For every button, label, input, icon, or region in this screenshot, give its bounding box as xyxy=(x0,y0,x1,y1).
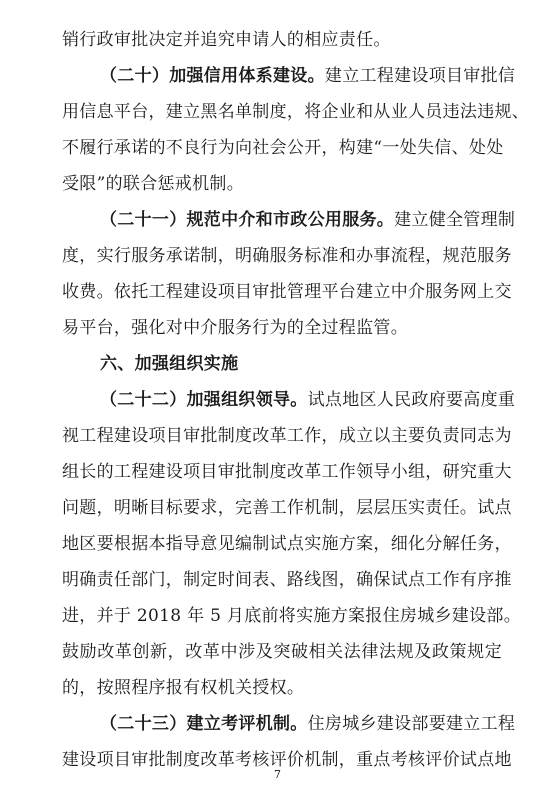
paragraph-line: 受限”的联合惩戒机制。 xyxy=(62,174,244,194)
paragraph-line: 不履行承诺的不良行为向社会公开，构建“一处失信、处处 xyxy=(62,138,504,158)
paragraph-line: 销行政审批决定并追究申请人的相应责任。 xyxy=(62,30,391,50)
paragraph-first-line xyxy=(62,382,516,418)
paragraph-line: 用信息平台，建立黑名单制度，将企业和从业人员违法违规、 xyxy=(62,102,530,122)
section-heading: 六、加强组织实施 xyxy=(100,354,239,374)
paragraph-line: 组长的工程建设项目审批制度改革工作领导小组，研究重大 xyxy=(62,462,512,482)
paragraph-line: 明确责任部门，制定时间表、路线图，确保试点工作有序推 xyxy=(62,570,512,590)
paragraph-line: 收费。依托工程建设项目审批管理平台建立中介服务网上交 xyxy=(62,282,512,302)
paragraph-first-line xyxy=(62,58,516,94)
paragraph-line: 地区要根据本指导意见编制试点实施方案，细化分解任务， xyxy=(62,534,512,554)
clause-heading: （二十一）规范中介和市政公用服务。 xyxy=(100,210,395,230)
paragraph-line: 问题，明晰目标要求，完善工作机制，层层压实责任。试点 xyxy=(62,498,512,518)
paragraph-line: 视工程建设项目审批制度改革工作，成立以主要负责同志为 xyxy=(62,426,512,446)
paragraph-line: 建设项目审批制度改革考核评价机制，重点考核评价试点地 xyxy=(62,750,512,770)
page-number: 7 xyxy=(274,768,281,781)
clause-heading: （二十）加强信用体系建设。 xyxy=(100,66,325,86)
paragraph-first-line xyxy=(62,202,516,238)
paragraph-text: 建立工程建设项目审批信 xyxy=(324,66,516,86)
paragraph-line: 度，实行服务承诺制，明确服务标准和办事流程，规范服务 xyxy=(62,246,512,266)
paragraph-line: 的，按照程序报有权机关授权。 xyxy=(62,678,305,698)
paragraph-line: 易平台，强化对中介服务行为的全过程监管。 xyxy=(62,318,408,338)
paragraph-first-line xyxy=(62,706,516,742)
paragraph-text: 试点地区人民政府要高度重 xyxy=(307,390,516,410)
paragraph-text: 建立健全管理制 xyxy=(394,210,516,230)
paragraph-line: 进，并于 2018 年 5 月底前将实施方案报住房城乡建设部。 xyxy=(62,606,521,626)
clause-heading: （二十二）加强组织领导。 xyxy=(100,390,308,410)
paragraph-text: 住房城乡建设部要建立工程 xyxy=(307,714,516,734)
paragraph-line: 鼓励改革创新，改革中涉及突破相关法律法规及政策规定 xyxy=(62,642,502,662)
clause-heading: （二十三）建立考评机制。 xyxy=(100,714,308,734)
document-body xyxy=(62,22,530,778)
